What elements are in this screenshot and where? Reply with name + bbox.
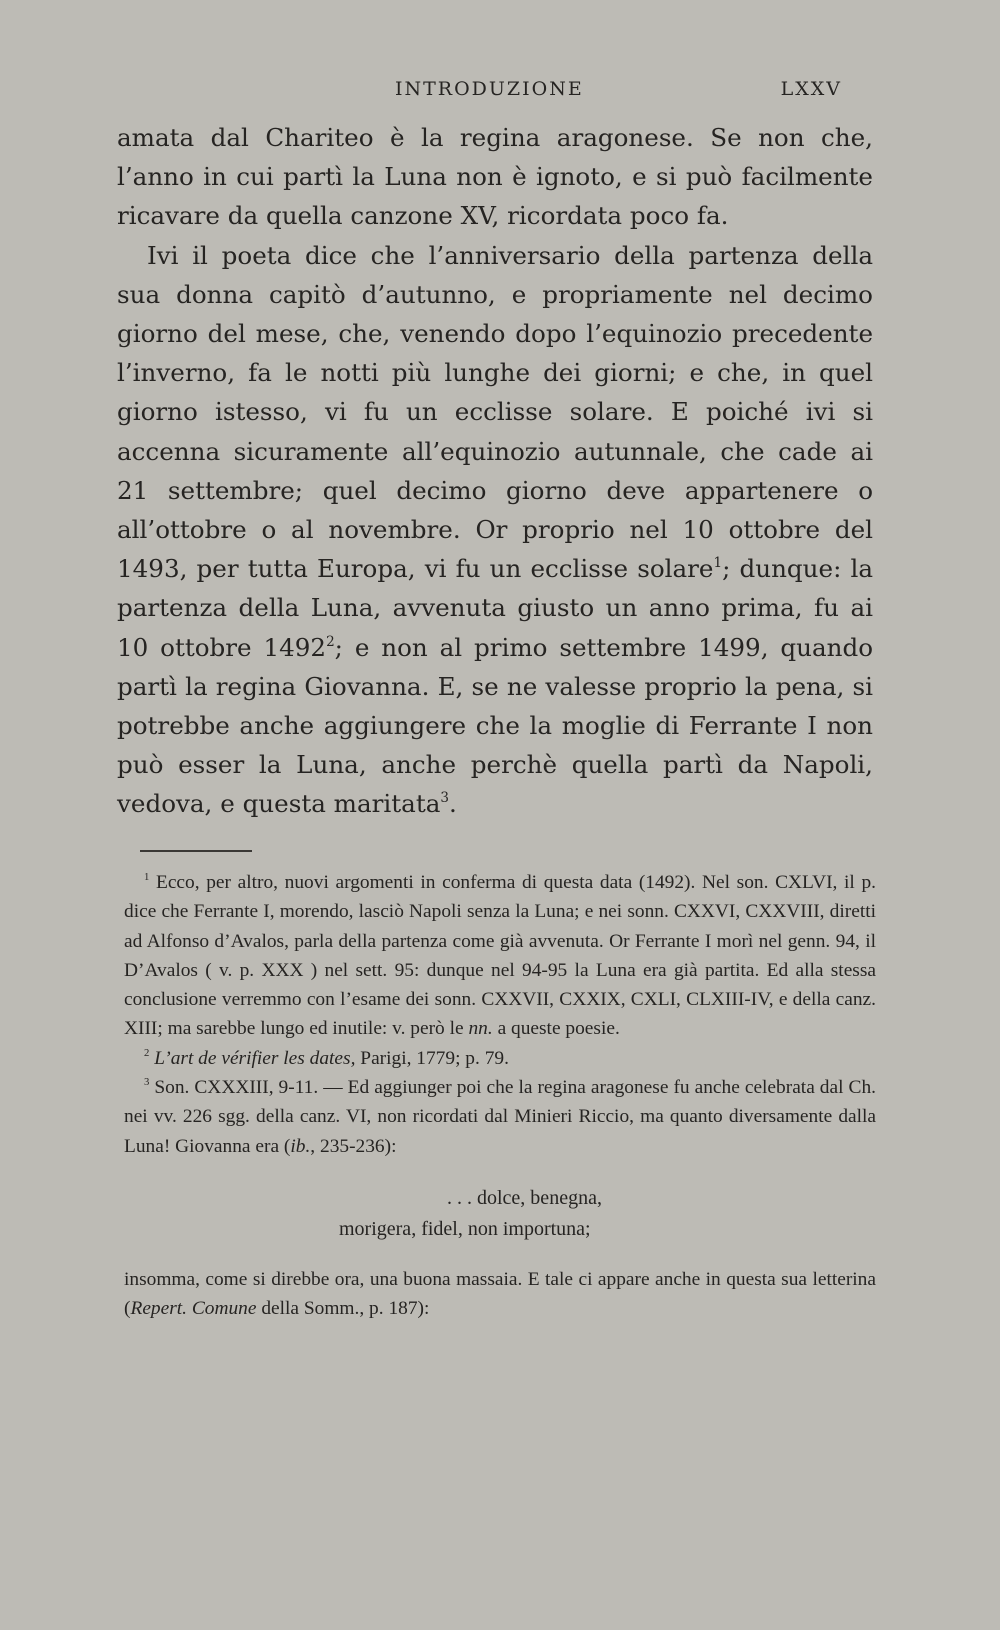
paragraph-continued: amata dal Chariteo è la regina aragonese. Se non che, l’anno in cui partì la Luna non è ignoto, e si può facilmente ricavare da quella canzone XV, ricordata poco fa.	[117, 123, 873, 231]
paragraph-text: ; e non al primo settembre 1499, quando partì la regina Giovanna. E, se ne valesse proprio la pena, si potrebbe anche aggiungere che la moglie di Ferrante I non può esser la Luna, anche perchè quella partì da Napoli, vedova, e questa maritata	[117, 632, 874, 819]
footnote-text: insomma, come si direbbe ora, una buona massaia. E tale ci appare anche in questa sua letterina (	[124, 1268, 876, 1320]
footnote-text: della Somm., p. 187):	[261, 1298, 430, 1320]
footnote-mark: 3	[144, 1076, 150, 1089]
footnote-1	[124, 868, 876, 1044]
footnote-mark: 2	[144, 1046, 150, 1059]
footnote-mark: 1	[144, 871, 150, 883]
footnote-2	[124, 1044, 876, 1073]
paragraph-text: .	[449, 789, 457, 819]
paragraph-eclipse	[117, 236, 873, 824]
footnote-italic: L’art de vérifier les dates,	[154, 1047, 356, 1069]
footnote-text: a queste poesie.	[497, 1018, 620, 1040]
verse-line-1: . . . dolce, benegna,	[447, 1186, 602, 1209]
footnote-ref-2[interactable]: 2	[326, 633, 335, 650]
footnote-rule	[140, 850, 252, 852]
footnote-text: , 235-236):	[310, 1135, 397, 1157]
paragraph-text: Ivi il poeta dice che l’anniversario della partenza della sua donna capitò d’autunno, e propriamente nel decimo giorno del mese, che, venendo dopo l’equinozio precedente l’inverno, fa le notti più lunghe dei giorni; e che, in quel giorno istesso, vi fu un ecclisse solare. E poiché ivi si accenna sicuramente all’equinozio autunnale, che cade ai 21 settembre; quel decimo giorno deve appartenere o all’ottobre o al novembre. Or proprio nel 10 ottobre del 1493, per tutta Europa, vi fu un ecclisse solare	[117, 240, 873, 584]
footnote-italic: nn.	[468, 1018, 493, 1040]
paragraph-text: ; dunque: la partenza della Luna, avvenuta giusto un anno prima, fu ai 10 ottobre 1492	[117, 554, 874, 662]
footnote-3-continued	[124, 1265, 876, 1324]
footnote-ref-1[interactable]: 1	[713, 555, 723, 572]
verse-line-2: morigera, fidel, non importuna;	[339, 1217, 591, 1240]
main-text	[117, 118, 873, 824]
footnote-italic: ib.	[290, 1135, 311, 1157]
footnote-text: Parigi, 1779; p. 79.	[360, 1047, 509, 1069]
footnotes	[124, 868, 876, 1324]
footnote-ref-3[interactable]: 3	[440, 790, 449, 807]
footnote-text: Ecco, per altro, nuovi argomenti in conferma di questa data (1492). Nel son. CXLVI, il p. dice che Ferrante I, morendo, lasciò Napoli senza la Luna; e nei sonn. CXXVI, CXXVIII, diretti ad Alfonso d’Avalos, parla della partenza come già avvenuta. Or Ferrante I morì nel genn. 94, il D’Avalos ( v. p. XXX ) nel sett. 95: dunque nel 94-95 la Luna era già partita. Ed alla stessa conclusione verremmo con l’esame dei sonn. CXXVII, CXXIX, CXLI, CLXIII-IV, e della canz. XIII; ma sarebbe lungo ed inutile: v. però le	[124, 872, 876, 1040]
footnote-text: Son. CXXXIII, 9-11. — Ed aggiunger poi che la regina aragonese fu anche celebrata dal Ch. nei vv. 226 sgg. della canz. VI, non ricordati dal Minieri Riccio, ma quanto diversamente dalla Luna! Giovanna era (	[124, 1077, 876, 1157]
running-head-title: INTRODUZIONE	[395, 78, 584, 100]
verse-quote	[124, 1161, 876, 1265]
page-number: LXXV	[780, 78, 842, 100]
running-head	[0, 78, 1000, 108]
footnote-3	[124, 1073, 876, 1161]
footnote-italic: Repert. Comune	[130, 1298, 257, 1320]
